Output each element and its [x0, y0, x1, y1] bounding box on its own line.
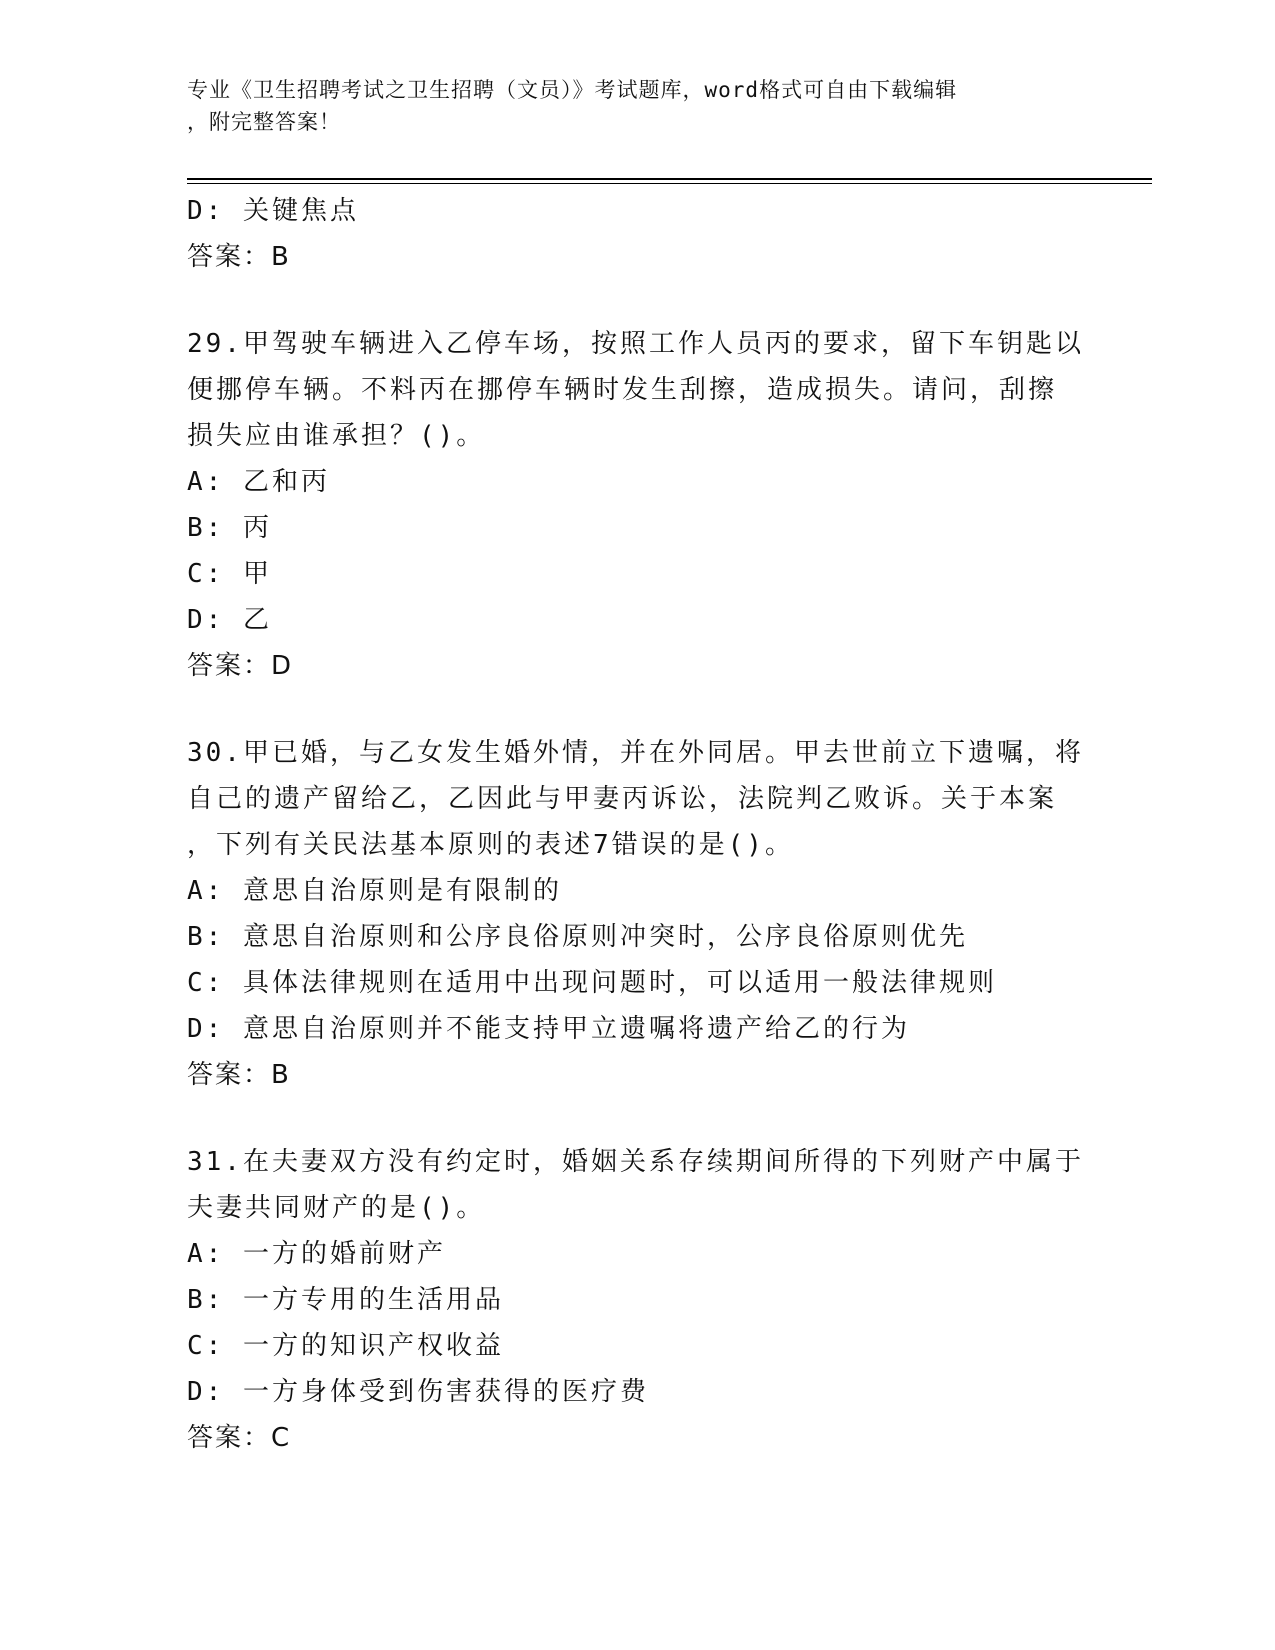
question-29-line-1: 29.甲驾驶车辆进入乙停车场，按照工作人员丙的要求，留下车钥匙以	[187, 329, 1084, 359]
question-29	[187, 321, 1087, 689]
question-30-option-b: B: 意思自治原则和公序良俗原则冲突时，公序良俗原则优先	[187, 922, 968, 952]
question-31	[187, 1139, 1087, 1461]
spacer	[187, 689, 1087, 730]
question-29-option-b: B: 丙	[187, 513, 272, 543]
question-29-answer: 答案：D	[187, 651, 294, 681]
question-30	[187, 730, 1087, 1098]
page-header	[187, 74, 1067, 138]
header-line-2: ，附完整答案！	[187, 110, 341, 134]
header-rule-thin	[187, 183, 1152, 184]
header-line-1: 专业《卫生招聘考试之卫生招聘（文员）》考试题库，word格式可自由下载编辑	[187, 78, 958, 102]
spacer	[187, 1098, 1087, 1139]
question-30-option-c: C: 具体法律规则在适用中出现问题时，可以适用一般法律规则	[187, 968, 997, 998]
question-31-option-c: C: 一方的知识产权收益	[187, 1331, 504, 1361]
question-30-line-1: 30.甲已婚，与乙女发生婚外情，并在外同居。甲去世前立下遗嘱，将	[187, 738, 1084, 768]
question-29-option-c: C: 甲	[187, 559, 272, 589]
question-30-line-3: ，下列有关民法基本原则的表述7错误的是()。	[187, 830, 794, 860]
question-31-option-a: A: 一方的婚前财产	[187, 1239, 446, 1269]
prev-option-d: D: 关键焦点	[187, 196, 359, 226]
question-30-line-2: 自己的遗产留给乙，乙因此与甲妻丙诉讼，法院判乙败诉。关于本案	[187, 784, 1058, 814]
question-31-line-1: 31.在夫妻双方没有约定时，婚姻关系存续期间所得的下列财产中属于	[187, 1147, 1084, 1177]
question-30-answer: 答案：B	[187, 1060, 291, 1090]
question-31-line-2: 夫妻共同财产的是()。	[187, 1193, 486, 1223]
question-29-option-d: D: 乙	[187, 605, 272, 635]
question-31-option-b: B: 一方专用的生活用品	[187, 1285, 504, 1315]
question-30-option-a: A: 意思自治原则是有限制的	[187, 876, 562, 906]
question-content	[187, 188, 1087, 1461]
question-31-option-d: D: 一方身体受到伤害获得的医疗费	[187, 1377, 649, 1407]
prev-answer: 答案：B	[187, 242, 291, 272]
question-30-option-d: D: 意思自治原则并不能支持甲立遗嘱将遗产给乙的行为	[187, 1014, 910, 1044]
question-29-option-a: A: 乙和丙	[187, 467, 330, 497]
question-31-answer: 答案：C	[187, 1423, 292, 1453]
question-29-line-3: 损失应由谁承担？()。	[187, 421, 486, 451]
spacer	[187, 280, 1087, 321]
header-rule-thick	[187, 178, 1152, 180]
question-29-line-2: 便挪停车辆。不料丙在挪停车辆时发生刮擦，造成损失。请问，刮擦	[187, 375, 1058, 405]
